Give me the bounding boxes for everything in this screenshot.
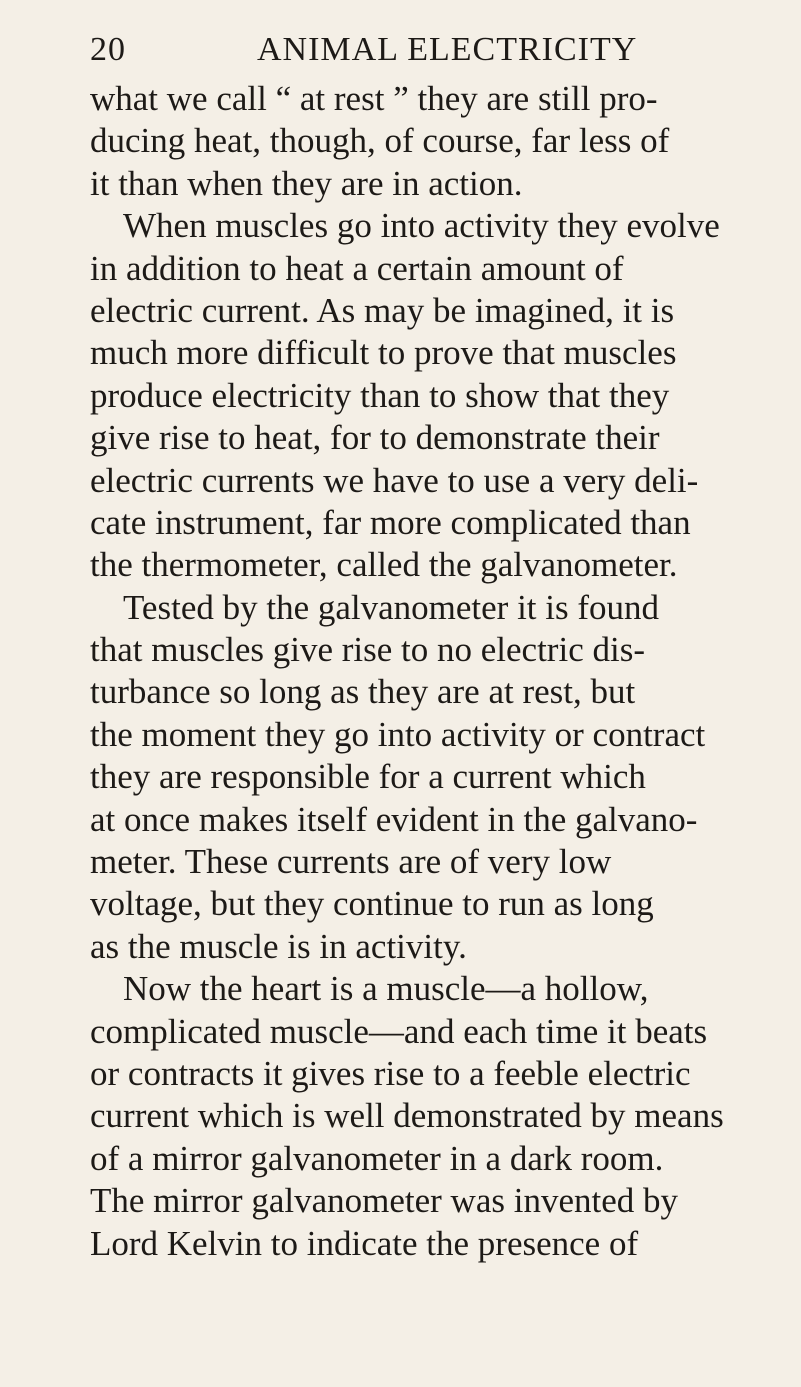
text-line: or contracts it gives rise to a feeble electric xyxy=(90,1053,691,1093)
text-line: give rise to heat, for to demonstrate their xyxy=(90,418,660,458)
text-line: cate instrument, far more complicated than xyxy=(90,502,691,542)
running-header xyxy=(90,28,770,72)
page-number: 20 xyxy=(90,31,126,68)
text-line: voltage, but they continue to run as long xyxy=(90,884,654,924)
text-line: Tested by the galvanometer it is found xyxy=(123,587,660,627)
text-line: ducing heat, though, of course, far less of xyxy=(90,121,670,161)
text-line: of a mirror galvanometer in a dark room. xyxy=(90,1138,664,1178)
text-line: complicated muscle—and each time it beats xyxy=(90,1011,708,1051)
body-text xyxy=(90,78,780,1265)
text-line: what we call “ at rest ” they are still pro- xyxy=(90,79,658,118)
text-line: they are responsible for a current which xyxy=(90,757,646,797)
text-line: meter. These currents are of very low xyxy=(90,842,612,882)
text-line: much more difficult to prove that muscles xyxy=(90,333,677,373)
text-line: the moment they go into activity or contract xyxy=(90,714,706,754)
text-line: turbance so long as they are at rest, but xyxy=(90,672,636,712)
text-line: in addition to heat a certain amount of xyxy=(90,248,624,288)
text-line: that muscles give rise to no electric dis- xyxy=(90,630,645,670)
text-line: When muscles go into activity they evolve xyxy=(123,206,720,246)
text-line: Now the heart is a muscle—a hollow, xyxy=(123,969,649,1009)
text-line: at once makes itself evident in the galvano- xyxy=(90,799,698,839)
text-line: it than when they are in action. xyxy=(90,163,523,203)
text-line: Lord Kelvin to indicate the presence of xyxy=(90,1223,639,1263)
text-line: as the muscle is in activity. xyxy=(90,926,467,966)
text-line: current which is well demonstrated by means xyxy=(90,1096,724,1136)
running-title: ANIMAL ELECTRICITY xyxy=(257,31,638,68)
text-line: the thermometer, called the galvanometer. xyxy=(90,545,678,585)
text-line: electric current. As may be imagined, it is xyxy=(90,290,675,330)
text-line: The mirror galvanometer was invented by xyxy=(90,1181,678,1221)
text-line: produce electricity than to show that they xyxy=(90,375,670,415)
text-line: electric currents we have to use a very deli- xyxy=(90,460,699,500)
